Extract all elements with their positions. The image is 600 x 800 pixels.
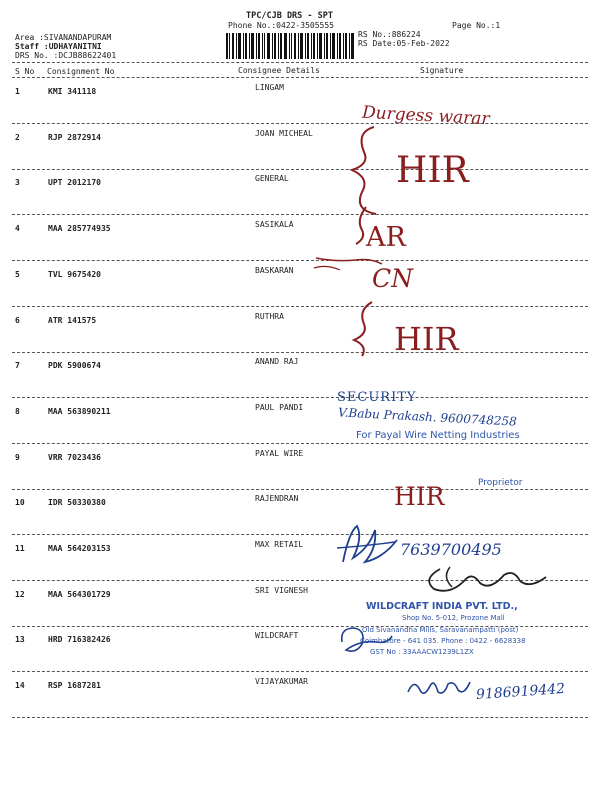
- column-consignee: Consignee Details: [238, 66, 320, 75]
- row-sno: 9: [15, 453, 20, 462]
- row-consignment-no: RJP 2872914: [48, 133, 101, 142]
- wildcraft-stamp-line4: GST No : 33AAACW1239L1ZX: [370, 648, 474, 656]
- row-consignment-no: UPT 2012170: [48, 178, 101, 187]
- strike-scribble: [256, 250, 386, 280]
- row-divider: [12, 123, 588, 124]
- row-sno: 3: [15, 178, 20, 187]
- security-signature: V.Babu Prakash. 9600748258: [337, 405, 518, 429]
- row-sno: 7: [15, 361, 20, 370]
- row-consignee-name: ANAND RAJ: [255, 357, 299, 366]
- remark-hir-3: HIR: [394, 482, 445, 511]
- signature-row11: [335, 518, 405, 568]
- row-consignment-no: IDR 50330380: [48, 498, 106, 507]
- remark-cn: CN: [372, 264, 414, 293]
- barcode: [226, 33, 354, 59]
- row-sno: 13: [15, 635, 25, 644]
- row-sno: 12: [15, 590, 25, 599]
- row-consignee-name: PAYAL WIRE: [255, 449, 304, 458]
- row-sno: 14: [15, 681, 25, 690]
- row-consignment-no: KMI 341118: [48, 87, 97, 96]
- row-consignee-name: RAJENDRAN: [255, 494, 299, 503]
- row-sno: 1: [15, 87, 20, 96]
- column-consignment: Consignment No: [47, 67, 115, 76]
- row-consignee-name: SASIKALA: [255, 220, 294, 229]
- phone-row14: 9186919442: [475, 680, 566, 704]
- row-consignment-no: ATR 141575: [48, 316, 97, 325]
- brace-marks: [344, 112, 384, 362]
- payal-stamp-company: For Payal Wire Netting Industries: [356, 430, 520, 441]
- row-consignee-name: WILDCRAFT: [255, 631, 299, 640]
- table-row: [0, 129, 600, 179]
- row-divider: [12, 717, 588, 718]
- row-consignment-no: VRR 7023436: [48, 453, 101, 462]
- row-consignment-no: TVL 9675420: [48, 270, 101, 279]
- remark-ar: AR: [366, 222, 406, 253]
- row-consignee-name: PAUL PANDI: [255, 403, 304, 412]
- rs-number: RS No.:886224: [358, 30, 421, 39]
- row-sno: 2: [15, 133, 20, 142]
- column-sno: S No: [15, 67, 35, 76]
- phone-row11: 7639700495: [400, 540, 502, 559]
- table-row: [0, 83, 600, 133]
- staff-label: Staff :UDHAYANITNI: [15, 42, 102, 51]
- row-divider: [12, 306, 588, 307]
- column-divider: [12, 77, 588, 78]
- row-consignee-name: LINGAM: [255, 83, 284, 92]
- row-consignment-no: MAA 285774935: [48, 224, 111, 233]
- row-consignee-name: GENERAL: [255, 174, 289, 183]
- wildcraft-stamp-company: WILDCRAFT INDIA PVT. LTD.,: [366, 601, 518, 612]
- phone-number: Phone No.:0422-3505555: [228, 21, 334, 30]
- drs-number: DRS No. :DCJB88622401: [15, 51, 117, 60]
- row-consignment-no: MAA 564301729: [48, 590, 111, 599]
- row-divider: [12, 214, 588, 215]
- table-row: [0, 174, 600, 224]
- signature-row14: [404, 674, 474, 702]
- table-row: [0, 312, 600, 362]
- row-sno: 10: [15, 498, 25, 507]
- table-row: [0, 449, 600, 499]
- document-title: TPC/CJB DRS - SPT: [246, 11, 333, 21]
- row-consignee-name: JOAN MICHEAL: [255, 129, 313, 138]
- row-divider: [12, 443, 588, 444]
- row-consignee-name: SRI VIGNESH: [255, 586, 308, 595]
- row-sno: 4: [15, 224, 20, 233]
- row-sno: 11: [15, 544, 25, 553]
- row-divider: [12, 352, 588, 353]
- row-consignment-no: PDK 5900674: [48, 361, 101, 370]
- signature-row2: Durgess warar: [361, 102, 491, 130]
- remark-hir-1: HIR: [396, 150, 469, 191]
- area-label: Area :SIVANANDAPURAM: [15, 33, 112, 42]
- row-divider: [12, 169, 588, 170]
- table-row: [0, 357, 600, 407]
- rs-date: RS Date:05-Feb-2022: [358, 39, 450, 48]
- row-divider: [12, 397, 588, 398]
- signature-row12: [420, 563, 550, 595]
- row-sno: 6: [15, 316, 20, 325]
- column-signature: Signature: [420, 66, 464, 75]
- row-divider: [12, 534, 588, 535]
- wildcraft-stamp-line1: Shop No. 5-012, Prozone Mall: [402, 614, 505, 622]
- payal-stamp-proprietor: Proprietor: [478, 478, 523, 488]
- page-number: Page No.:1: [452, 21, 501, 30]
- row-consignee-name: MAX RETAIL: [255, 540, 304, 549]
- row-consignee-name: BASKARAN: [255, 266, 294, 275]
- wildcraft-stamp-line3: Coimbatore - 641 035. Phone : 0422 - 6628338: [360, 637, 526, 645]
- row-consignee-name: RUTHRA: [255, 312, 284, 321]
- row-consignment-no: HRD 716382426: [48, 635, 111, 644]
- row-divider: [12, 671, 588, 672]
- wildcraft-stamp-line2: Old Sivanandha Mills, Saravanampatti (post): [362, 626, 519, 634]
- row-consignee-name: VIJAYAKUMAR: [255, 677, 308, 686]
- row-sno: 8: [15, 407, 20, 416]
- row-consignment-no: MAA 564203153: [48, 544, 111, 553]
- row-consignment-no: RSP 1687281: [48, 681, 101, 690]
- row-consignment-no: MAA 563890211: [48, 407, 111, 416]
- remark-hir-2: HIR: [394, 320, 459, 358]
- header-divider: [12, 62, 588, 63]
- row-divider: [12, 489, 588, 490]
- row-sno: 5: [15, 270, 20, 279]
- security-label: SECURITY: [337, 390, 417, 405]
